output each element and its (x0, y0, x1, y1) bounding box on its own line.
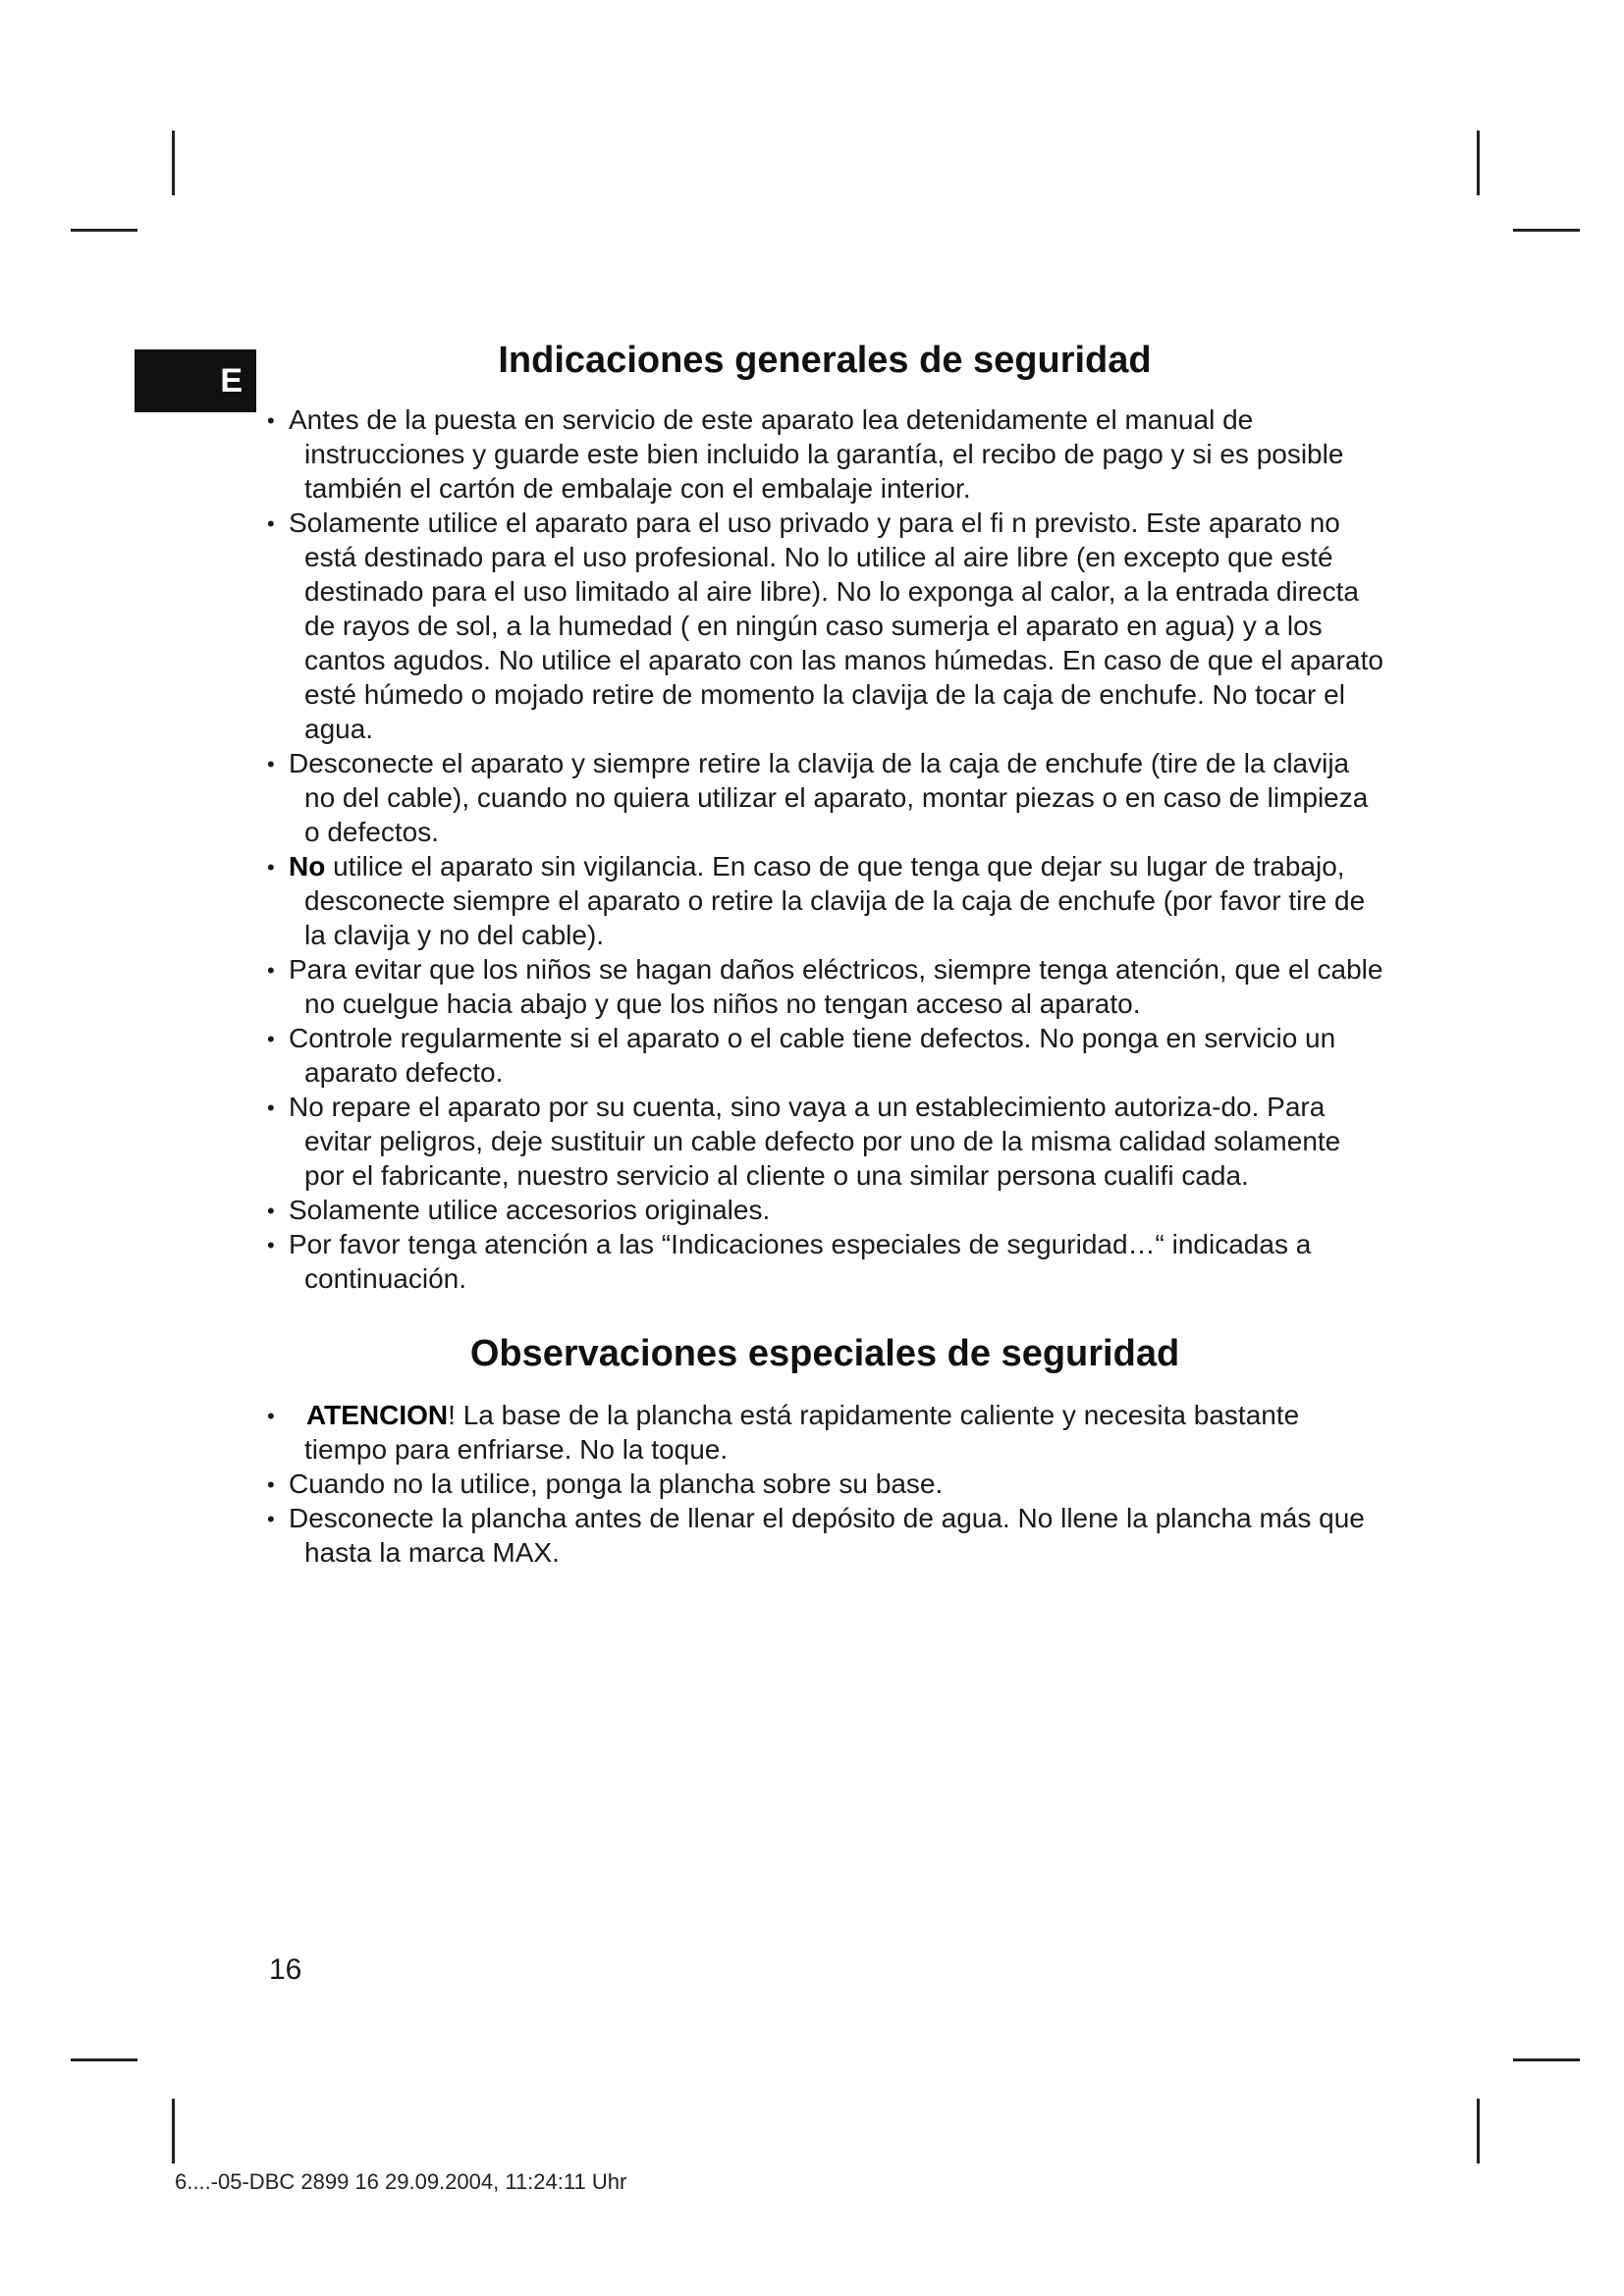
section-title-special-safety: Observaciones especiales de seguridad (469, 1333, 1180, 1374)
document-body (265, 334, 1384, 1570)
special-safety-list (265, 1398, 1384, 1570)
print-footer: 6....-05-DBC 2899 16 29.09.2004, 11:24:11 Uhr (175, 2169, 627, 2194)
emphasis-atencion: ATENCION (306, 1400, 449, 1430)
language-tab (135, 349, 256, 412)
crop-mark-top-right-vertical (1477, 131, 1480, 195)
list-item: • Por favor tenga atención a las “Indicaciones especiales de seguridad…“ indicadas a continuación. (265, 1227, 1384, 1296)
crop-mark-bottom-left-horizontal (71, 2058, 137, 2061)
list-item: • Solamente utilice accesorios originales. (265, 1193, 1384, 1227)
crop-mark-top-left-horizontal (71, 229, 137, 232)
section-title-general-safety: Indicaciones generales de seguridad (498, 340, 1152, 381)
list-item: • Controle regularmente si el aparato o el cable tiene defectos. No ponga en servicio un aparato defecto. (265, 1021, 1384, 1090)
list-item: • Antes de la puesta en servicio de este aparato lea detenidamente el manual de instrucciones y guarde este bien incluido la garantía, el recibo de pago y si es posible también el cartón de embalaje con el embalaje interior. (265, 402, 1384, 506)
crop-mark-top-right-horizontal (1513, 229, 1580, 232)
crop-mark-bottom-right-horizontal (1513, 2058, 1580, 2061)
list-item: • Solamente utilice el aparato para el uso privado y para el fi n previsto. Este aparato no está destinado para el uso profesional. No lo utilice al aire libre (en excepto que esté destinado para el uso limitado al aire libre). No lo exponga al calor, a la entrada directa de rayos de sol, a la humedad ( en ningún caso sumerja el aparato en agua) y a los cantos agudos. No utilice el aparato con las manos húmedas. En caso de que el aparato esté húmedo o mojado retire de momento la clavija de la caja de enchufe. No tocar el agua. (265, 506, 1384, 746)
list-item: • Desconecte la plancha antes de llenar el depósito de agua. No llene la plancha más que hasta la marca MAX. (265, 1501, 1384, 1570)
list-item: • Desconecte el aparato y siempre retire la clavija de la caja de enchufe (tire de la clavija no del cable), cuando no quiera utilizar el aparato, montar piezas o en caso de limpieza o defectos. (265, 746, 1384, 849)
list-item: • Cuando no la utilice, ponga la plancha sobre su base. (265, 1467, 1384, 1501)
list-item: • No utilice el aparato sin vigilancia. En caso de que tenga que dejar su lugar de trabajo, desconecte siempre el aparato o retire la clavija de la caja de enchufe (por favor tire de la clavija y no del cable). (265, 849, 1384, 952)
emphasis-no: No (289, 851, 326, 881)
page-number: 16 (269, 1953, 302, 1986)
list-item: • Para evitar que los niños se hagan daños eléctricos, siempre tenga atención, que el cable no cuelgue hacia abajo y que los niños no tengan acceso al aparato. (265, 952, 1384, 1021)
crop-mark-top-left-vertical (172, 131, 175, 195)
general-safety-list (265, 402, 1384, 1296)
crop-mark-bottom-left-vertical (172, 2099, 175, 2163)
list-item: • No repare el aparato por su cuenta, sino vaya a un establecimiento autoriza-do. Para evitar peligros, deje sustituir un cable defecto por uno de la misma calidad solamente por el fabricante, nuestro servicio al cliente o una similar persona cualifi cada. (265, 1090, 1384, 1193)
crop-mark-bottom-right-vertical (1477, 2099, 1480, 2163)
list-item: • ATENCION! La base de la plancha está rapidamente caliente y necesita bastante tiempo para enfriarse. No la toque. (265, 1398, 1384, 1467)
language-tab-label: E (220, 361, 243, 400)
